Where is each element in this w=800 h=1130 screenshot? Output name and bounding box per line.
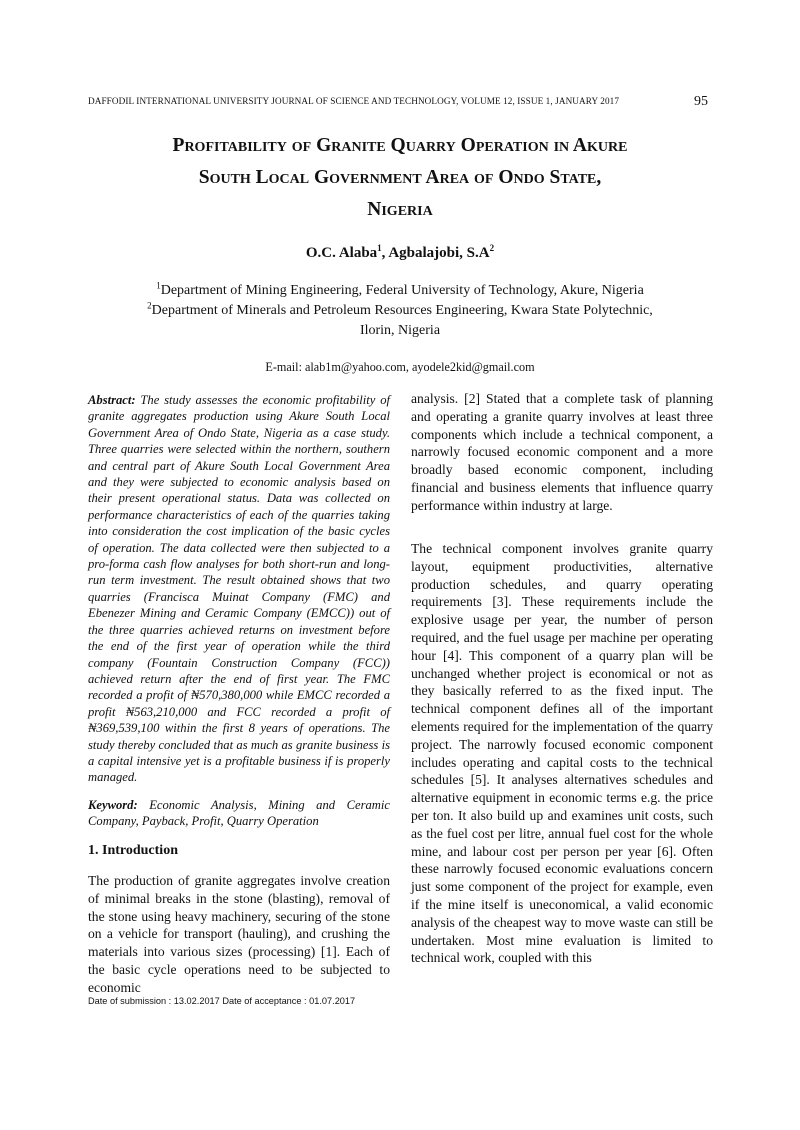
body-paragraph-2: The technical component involves granite quarry layout, equipment productivities, alternative production schedules, and quarry operating requirements [3]. These requirements include the explosive usage per year, the number of person required, and the fuel usage per machine per operating hour [4]. This component of a quarry plan will be unchanged whether project is economical or not as they basically referred to as the fixed input. The technical component defines all of the important elements required for the implementation of the quarry project. The narrowly focused economic component includes operating and capital costs to the technical schedules [5]. It analyses alternatives schedules and alternative equipment in economic terms e.g. the price per ton. It also build up and examines unit costs, such as the fuel cost per litre, annual fuel cost for the whole mine, and labour cost per person per year [6]. Often these narrowly focused economic evaluations concern just some component of the project for example, even if the mine itself is uneconomical, a valid economic analysis of the cheapest way to move waste can still be undertaken. Most mine evaluation is limited to technical work, coupled with this [411,541,713,966]
title-line-3: Nigeria [367,199,433,220]
title-line-1: Profitability of Granite Quarry Operation in Akure [172,135,628,156]
affiliation-2: $^2$Department of Minerals and Petroleum Resources Engineering, Kwara State Polytechnic, [147,300,653,318]
keywords [88,797,390,830]
running-header: DAFFODIL INTERNATIONAL UNIVERSITY JOURNAL OF SCIENCE AND TECHNOLOGY, VOLUME 12, ISSUE 1, JANUARY 2017 [88,96,620,106]
author-list [0,245,800,262]
keywords-text: Economic Analysis, Mining and Ceramic Company, Payback, Profit, Quarry Operation [88,798,390,829]
author-1: O.C. Alaba [305,245,378,261]
intro-paragraph: The production of granite aggregates involve creation of minimal breaks in the stone (blasting), removal of the stone using heavy machinery, securing of the stone on a vehicle for transport (hauling), and crushing the materials into various sizes (processing) [1]. Each of the basic cycle operations need to be subjected to economic [88,873,390,995]
author-2-sup: 2 [489,243,495,253]
affiliation-1-sup: 1 [156,280,161,291]
page-number: 95 [694,94,708,109]
abstract-label: Abstract: [88,393,136,407]
section-heading-introduction: 1. Introduction [88,843,178,858]
abstract-text: The study assesses the economic profitability of granite aggregates production using Akure South Local Government Area of Ondo State, Nigeria as a case study. Three quarries were selected within the northern, southern and central part of Akure South Local Government Area and they were subjected to economic analysis based on their present operational status. Data was collected on performance characteristics of each of the quarries taking into consideration the cost implication of the basic cycles of operation. The data collected were then subjected to a pro-forma cash flow analyses for both short-run and long-run term investment. The result obtained shows that two quarries (Francisca Muinat Company (FMC) and Ebenezer Mining and Ceramic Company (EMCC)) out of the three quarries achieved returns on investment before the end of the first year of operation while the third company (Fountain Construction Company (FCC)) achieved return after the end of first year. The FMC recorded a profit of ₦570,380,000 while EMCC recorded a profit ₦563,210,000 and FCC recorded a profit of ₦369,539,100 within the first 8 years of operations. The study thereby concluded that as much as granite business is a capital intensive yet is a profitable business if is properly managed. [88,393,390,785]
author-2: , Agbalajobi, S.A [381,245,490,261]
author-1-sup: 1 [377,243,382,253]
affiliation-2-sup: 2 [147,300,152,311]
abstract [88,392,390,786]
title-line-2: South Local Government Area of Ondo State, [198,167,602,188]
affiliation-2-cont: Ilorin, Nigeria [359,323,441,338]
email-line: E-mail: alab1m@yahoo.com, ayodele2kid@gmail.com [265,360,535,374]
paper-title [80,130,720,226]
body-paragraph-1: analysis. [2] Stated that a complete task of planning and operating a granite quarry involves at least three components which include a technical component, a narrowly focused economic component and a more broadly based economic component, including financial and business elements that influence quarry performance within industry at large. [411,391,713,513]
affiliation-1: $^1$Department of Mining Engineering, Federal University of Technology, Akure, Nigeria [156,280,644,298]
keywords-label: Keyword: [88,798,138,812]
submission-dates-footnote: Date of submission : 13.02.2017 Date of acceptance : 01.07.2017 [88,996,356,1006]
affiliations [0,281,800,341]
